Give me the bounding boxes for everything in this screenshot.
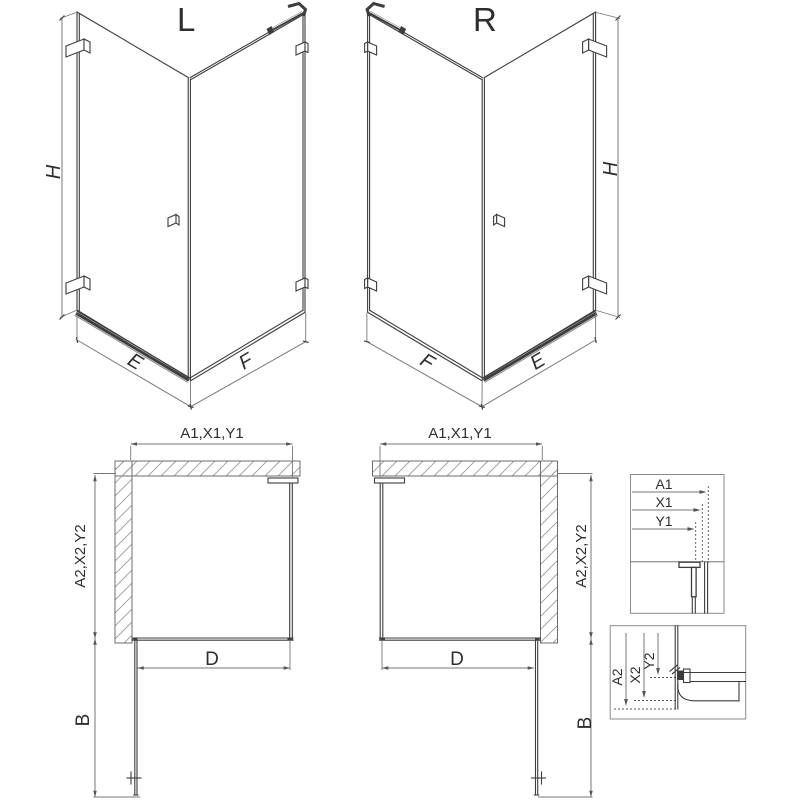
detail-label-y2: Y2 [641, 652, 657, 670]
detail-box-vertical-gaps [609, 626, 746, 719]
detail-label-x1: X1 [655, 494, 673, 510]
wall-top [115, 461, 300, 476]
dim-label-door-open-right-plan: B [575, 716, 596, 730]
left-plan-view [72, 425, 300, 797]
variant-label-left: L [177, 1, 196, 38]
right-plan-dimensions [380, 442, 593, 797]
door-open-plan [532, 641, 546, 796]
fixed-panel-plan [268, 478, 298, 640]
tray-profile-section [670, 626, 746, 709]
dim-label-door-open-left-plan: B [73, 713, 94, 727]
wall-side [115, 461, 132, 643]
right-plan-view [373, 425, 597, 797]
detail-label-x2: X2 [627, 666, 643, 684]
dim-label-interior-right-plan: D [450, 649, 464, 670]
corner-profile-section [679, 562, 708, 613]
detail-label-a1: A1 [655, 476, 673, 492]
door-open-plan [127, 641, 141, 796]
detail-box-horizontal-gaps [631, 475, 725, 614]
dim-label-side-left-plan: A2,X2,Y2 [72, 524, 89, 588]
threshold-plan [379, 637, 541, 640]
dim-label-panel-width-left: F [235, 349, 257, 375]
dim-label-height-left: H [43, 164, 65, 180]
dim-label-interior-left-plan: D [205, 649, 219, 670]
dim-label-side-right-plan: A2,X2,Y2 [573, 524, 590, 588]
dim-label-height-right: H [600, 161, 622, 177]
dim-label-door-width-right: E [526, 348, 550, 375]
dim-label-panel-width-right: F [416, 349, 438, 375]
dim-label-top-right-plan: A1,X1,Y1 [428, 425, 492, 442]
right-3d-view [364, 1, 622, 410]
wall-top [373, 461, 558, 476]
dim-label-door-width-left: E [123, 348, 147, 375]
left-3d-view [43, 1, 309, 410]
dim-label-top-left-plan: A1,X1,Y1 [180, 425, 244, 442]
fixed-panel-plan [375, 478, 405, 640]
threshold-plan [132, 637, 294, 640]
detail-label-a2: A2 [609, 668, 625, 686]
detail-label-y1: Y1 [655, 513, 673, 529]
wall-side [541, 461, 558, 643]
variant-label-right: R [473, 1, 497, 38]
